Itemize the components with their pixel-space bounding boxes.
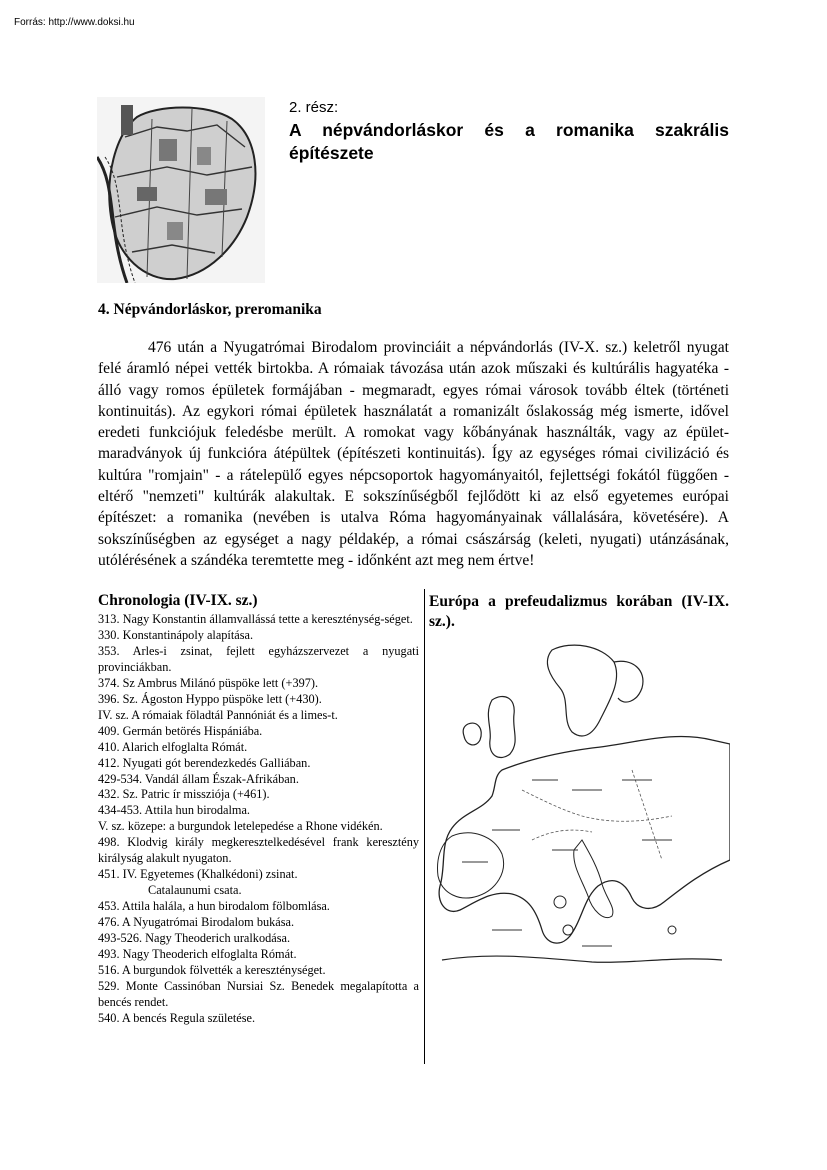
- list-item: 434-453. Attila hun birodalma.: [98, 803, 250, 818]
- list-item: 540. A bencés Regula születése.: [98, 1010, 256, 1025]
- list-item: 493-526. Nagy Theoderich uralkodása.: [98, 931, 291, 946]
- chapter-title: A népvándorláskor és a romanika szakrális építészete: [289, 120, 729, 163]
- source-note: Forrás: http://www.doksi.hu: [14, 17, 135, 28]
- list-item: 409. Germán betörés Hispániába.: [98, 723, 263, 738]
- list-item: 476. A Nyugatrómai Birodalom bukása.: [98, 915, 295, 930]
- medieval-city-illustration: [97, 97, 265, 283]
- section-heading: 4. Népvándorláskor, preromanika: [98, 301, 322, 318]
- list-item: 313. Nagy Konstantin államvallássá tette a kereszténység-séget.: [98, 612, 413, 626]
- list-item: 529. Monte Cassinóban Nursiai Sz. Benedek megalapította a bencés rendet.: [98, 978, 419, 1009]
- list-item: 374. Sz Ambrus Milánó püspöke lett (+397).: [98, 675, 319, 690]
- chronology-title: Chronologia (IV-IX. sz.): [98, 592, 258, 609]
- list-item: Catalaunumi csata.: [148, 883, 242, 898]
- list-item: 451. IV. Egyetemes (Khalkédoni) zsinat.: [98, 867, 298, 882]
- part-label: 2. rész:: [289, 99, 339, 116]
- list-item: 516. A burgundok fölvették a kereszténységet.: [98, 962, 326, 977]
- list-item: 330. Konstantinápoly alapítása.: [98, 627, 254, 642]
- body-paragraph: 476 után a Nyugatrómai Birodalom provinciáit a népvándorlás (IV-X. sz.) keletről nyugat felé áramló népei vették birtokba. A rómaiak távozása után azok műszaki és kultúrális hagyatéka - álló vagy romos épületek formájában - megmaradt, egyes római városok tovább éltek (történeti kontinuitás). Az egykori római épületek használatát a romanizált őslakosság még ismerte, idővel eredeti funkciójuk feledésbe merült. A romokat vagy kőbányának használták, vagy az épület-maradványok új funkcióra átépültek (építészeti kontinuitás). Így az egységes római civilizáció és kultúra "romjain" - a rátelepülő egyes népcsoportok hagyományaitól, fejlettségi fokától függően - eltérő "nemzeti" kultúrák alakultak. E sokszínűségből fejlődött ki az első egyetemes európai építészet: a romanika (nevében is utalva Róma hagyományainak vállalására, követésére). A sokszínűségben az egységet a nagy példakép, a római császárság (keleti, nyugati) utánzásának, utólérésének a szándéka teremtette meg - időnként azt meg nem értve!: [98, 339, 729, 569]
- list-item: 353. Arles-i zsinat, fejlett egyházszervezet a nyugati provinciákban.: [98, 643, 419, 674]
- column-divider: [424, 589, 425, 1064]
- chronology-list: [98, 612, 419, 1027]
- map-title: Európa a prefeudalizmus korában (IV-IX. sz.).: [429, 593, 729, 630]
- europe-map-illustration: [432, 640, 730, 980]
- list-item: V. sz. közepe: a burgundok letelepedése a Rhone vidékén.: [98, 819, 383, 834]
- list-item: 396. Sz. Ágoston Hyppo püspöke lett (+430).: [98, 691, 322, 706]
- list-item: 410. Alarich elfoglalta Rómát.: [98, 739, 248, 754]
- list-item: 498. Klodvig király megkeresztelkedésével frank keresztény királyság alakult nyugaton.: [98, 835, 419, 866]
- list-item: 493. Nagy Theoderich elfoglalta Rómát.: [98, 947, 297, 962]
- list-item: 432. Sz. Patric ír missziója (+461).: [98, 787, 270, 802]
- list-item: 412. Nyugati gót berendezkedés Galliában.: [98, 755, 311, 770]
- list-item: IV. sz. A rómaiak föladtál Pannóniát és a limes-t.: [98, 707, 338, 722]
- list-item: 429-534. Vandál állam Észak-Afrikában.: [98, 771, 299, 786]
- list-item: 453. Attila halála, a hun birodalom fölbomlása.: [98, 899, 330, 914]
